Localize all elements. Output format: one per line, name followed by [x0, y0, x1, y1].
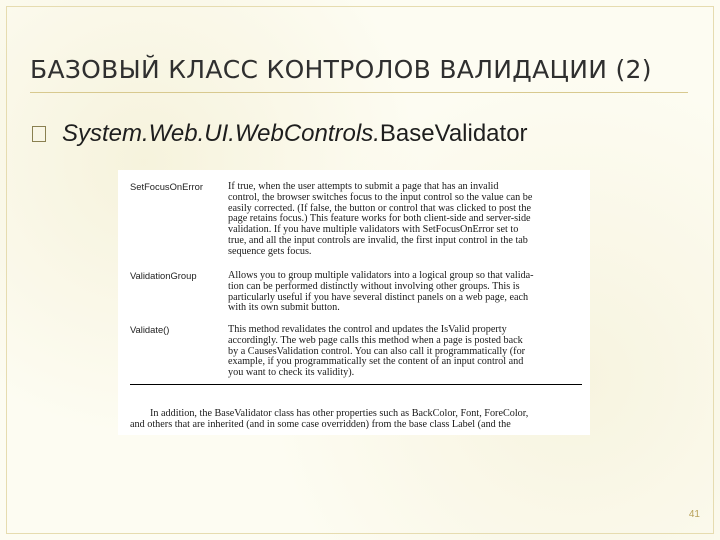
footer-paragraph [130, 408, 582, 431]
description-line: control, the browser switches focus to the input control so the value can be [228, 191, 533, 203]
page-number: 41 [688, 509, 700, 520]
book-excerpt-image [118, 170, 590, 435]
description-line: sequence gets focus. [228, 245, 312, 257]
description-line: validation. If you have multiple validators with SetFocusOnError set to [228, 224, 519, 236]
description-line: by a CausesValidation control. You can also call it programmatically (for [228, 345, 526, 357]
table-bottom-rule [130, 384, 582, 385]
table-row [130, 182, 568, 258]
description-line: accordingly. The web page calls this method when a page is posted back [228, 334, 523, 346]
description-line: tion can be performed distinctly without involving other groups. This is [228, 280, 520, 292]
table-row [130, 325, 568, 379]
class-name-text: BaseValidator [379, 120, 528, 147]
property-name: ValidationGroup [130, 270, 197, 281]
bullet-item [32, 120, 528, 148]
property-description [228, 325, 568, 379]
property-description [228, 182, 568, 258]
title-underline [30, 92, 688, 93]
description-line: If true, when the user attempts to submit a page that has an invalid [228, 181, 499, 192]
description-line: true, and all the input controls are invalid, the first input control in the tab [228, 234, 528, 246]
footer-line: In addition, the BaseValidator class has other properties such as BackColor, Font, ForeColor, [150, 408, 529, 419]
footer-line: and others that are inherited (and in some case overridden) from the base class Label (and the [130, 419, 511, 431]
description-line: This method revalidates the control and updates the IsValid property [228, 324, 507, 335]
description-line: example, if you programmatically set the content of an input control and [228, 356, 524, 368]
description-line: particularly useful if you have several distinct panels on a web page, each [228, 291, 529, 303]
description-line: you want to check its validity). [228, 367, 355, 379]
property-name: SetFocusOnError [130, 181, 203, 192]
namespace-text: System.Web.UI.WebControls. [62, 120, 380, 147]
description-line: page retains focus.) This feature works for both client-side and server-side [228, 213, 531, 225]
table-row [130, 271, 568, 314]
slide-title: БАЗОВЫЙ КЛАСС КОНТРОЛОВ ВАЛИДАЦИИ (2) [30, 55, 652, 84]
bullet-box-icon [32, 126, 46, 142]
description-line: Allows you to group multiple validators into a logical group so that valida- [228, 270, 534, 281]
property-name: Validate() [130, 324, 170, 335]
description-line: with its own submit button. [228, 302, 340, 314]
description-line: easily corrected. (If false, the button or control that was clicked to post the [228, 202, 531, 214]
property-description [228, 271, 568, 314]
